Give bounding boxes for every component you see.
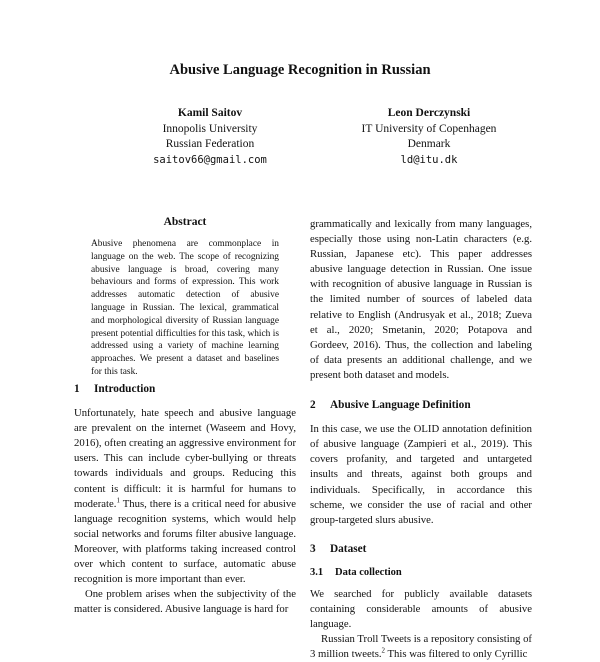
left-column <box>74 382 296 617</box>
intro-continuation: grammatically and lexically from many languages, especially those using non-Latin characters (e.g. Russian, Japanese etc). This paper addresses abusive language detection in Russian. One issue with recognition of abusive language in Russian is the limited number of sources of labeled data relative to English (Andrusyak et al., 2018; Zueva et al., 2020; Smetanin, 2020; Potapova and Gordeev, 2016). Thus, the collection and labeling of data presents an additional challenge, and we present both dataset and models. <box>310 218 532 381</box>
author-email: saitov66@gmail.com <box>153 153 267 166</box>
footnote-mark: 2 <box>381 646 386 655</box>
troll-tweets-paragraph <box>310 632 532 662</box>
intro-text-a: Unfortunately, hate speech and abusive language are prevalent on the internet (Waseem and Hovy, 2016), often creating an aggressive environment for users. This can include cyber-bullying or threats towards individuals and groups. Reducing this content is difficult: it is harmful for humans to moderate. <box>74 407 296 510</box>
paper-title: Abusive Language Recognition in Russian <box>169 62 431 78</box>
author-affiliation: Innopolis University <box>162 122 258 135</box>
section-heading-dataset <box>310 542 532 557</box>
section-title: Dataset <box>330 542 367 555</box>
section-number: 2 <box>310 399 316 412</box>
intro-paragraph-2: One problem arises when the subjectivity of the matter is considered. Abusive language is hard for <box>74 588 296 616</box>
author-email: ld@itu.dk <box>400 153 458 166</box>
section-number: 3 <box>310 542 316 555</box>
intro-paragraph-1 <box>74 406 296 587</box>
author-country: Denmark <box>407 138 451 150</box>
section-number: 1 <box>74 383 80 395</box>
author-country: Russian Federation <box>165 138 255 150</box>
definition-paragraph: In this case, we use the OLID annotation definition of abusive language (Zampieri et al., 2019). This covers profanity, and targeted and untargeted insults and threats, against both groups and individuals. Specifically, in accordance this scheme, we consider the use of racial and other group-targeted slurs abusive. <box>310 423 532 526</box>
subsection-heading-data-collection <box>310 565 532 580</box>
section-heading-introduction <box>74 382 296 397</box>
section-heading-definition <box>310 398 532 413</box>
author-block-2 <box>314 106 544 168</box>
troll-tweets-text-b: This was filtered to only Cyrillic <box>385 648 528 661</box>
author-block-1 <box>95 106 325 168</box>
right-column <box>310 217 532 662</box>
footnote-mark: 1 <box>116 496 120 505</box>
author-name: Leon Derczynski <box>387 107 471 119</box>
abstract-text: Abusive phenomena are commonplace in language on the web. The scope of recognizing abusive language is broad, covering many behaviours and forms of expression. This work addresses automatic detection of abusive language in Russian. The lexical, grammatical and morphological diversity of Russian language present potential difficulties for this task, which is addressed using a variety of machine learning approaches. We present a dataset and baselines for this task. <box>91 239 279 377</box>
author-name: Kamil Saitov <box>177 107 243 119</box>
subsection-title: Data collection <box>335 566 402 578</box>
data-collection-paragraph: We searched for publicly available datasets containing considerable amounts of abusive language. <box>310 587 532 631</box>
section-title: Introduction <box>94 383 156 395</box>
abstract-heading: Abstract <box>163 216 207 228</box>
intro-text-b: Thus, there is a critical need for abusive language recognition systems, which would help social networks and forums filter abusive language. Moreover, with platforms taking increased control over which content to surface, automatic abuse recognition is more important than ever. <box>74 497 296 586</box>
author-affiliation: IT University of Copenhagen <box>361 122 497 135</box>
subsection-number: 3.1 <box>310 566 324 578</box>
troll-tweets-text-a: Russian Troll Tweets is a repository consisting of 3 million tweets. <box>310 633 532 661</box>
section-title: Abusive Language Definition <box>330 399 471 412</box>
